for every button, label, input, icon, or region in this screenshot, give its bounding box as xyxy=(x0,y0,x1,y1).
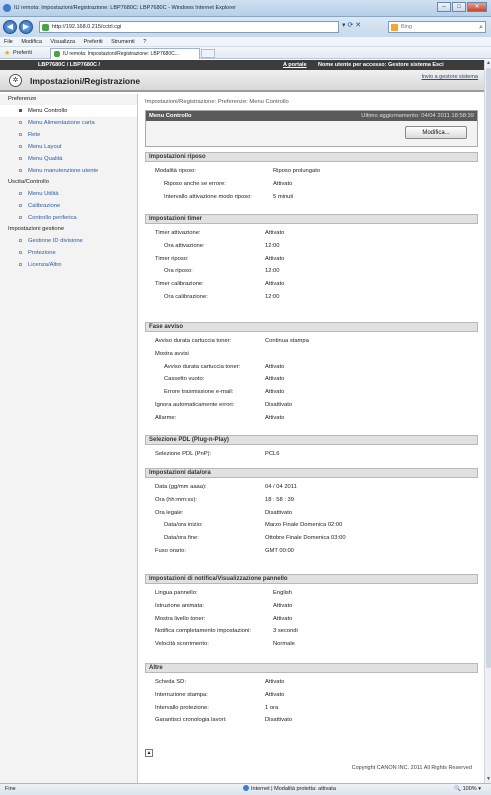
sidebar-label: Preferenze xyxy=(8,96,37,102)
search-icon[interactable]: ⌕ xyxy=(479,24,483,31)
section-header: Impostazioni data/ora xyxy=(145,468,478,478)
sidebar-label: Uscita/Controllo xyxy=(8,179,49,185)
setting-label: Modalità riposo: xyxy=(155,168,196,174)
setting-row xyxy=(145,227,478,240)
setting-label: Ignora automaticamente errori: xyxy=(155,401,235,408)
sidebar-label: Protezione xyxy=(28,250,56,256)
setting-label: Avviso durata cartuccia toner: xyxy=(155,338,232,344)
sidebar-label: Menu Utilità xyxy=(28,191,59,197)
setting-row xyxy=(145,600,478,613)
section-header: Impostazioni riposo xyxy=(145,152,478,162)
back-to-top-icon[interactable]: ▲ xyxy=(146,750,152,756)
setting-value: Attivato xyxy=(265,255,285,262)
bullet-icon xyxy=(19,251,22,254)
menu-preferiti[interactable]: Preferiti xyxy=(83,39,103,45)
bullet-icon xyxy=(19,216,22,219)
settings-section xyxy=(145,468,478,558)
tab-favicon xyxy=(54,51,60,57)
bullet-icon xyxy=(19,157,22,160)
control-panel xyxy=(145,110,478,147)
setting-row xyxy=(145,638,478,651)
setting-label: Data/ora fine: xyxy=(164,535,199,542)
setting-value: Ottobre Finale Domenica 03:00 xyxy=(265,535,346,542)
sidebar-item[interactable] xyxy=(0,200,137,212)
setting-row xyxy=(145,399,478,412)
menu-visualizza[interactable]: Visualizza xyxy=(50,39,76,45)
setting-label: Interruzione stampa: xyxy=(155,691,208,698)
setting-value: Disattivato xyxy=(265,509,293,516)
panel-header xyxy=(146,111,477,121)
setting-label: Allarme: xyxy=(155,414,177,421)
setting-label: Ora calibrazione: xyxy=(164,293,208,300)
setting-label: Avviso durata cartuccia toner: xyxy=(164,363,241,370)
setting-label: Ora legale: xyxy=(155,509,184,516)
url-text: http://192.168.0.215/cctrl.cgi xyxy=(52,24,122,30)
section-header: Fase avviso xyxy=(145,322,478,332)
bullet-icon xyxy=(19,121,22,124)
sidebar-label: Menu manutenzione utente xyxy=(28,168,99,174)
setting-row xyxy=(145,361,478,374)
setting-label: Mostra avvisi xyxy=(155,350,189,357)
setting-label: Errore trasmissione e-mail: xyxy=(164,389,234,396)
setting-value: PCL6 xyxy=(265,451,280,457)
setting-value: GMT 00:00 xyxy=(265,547,294,554)
setting-label: Ora (hh:mm:ss): xyxy=(155,496,197,503)
menu-help[interactable]: ? xyxy=(143,39,147,45)
settings-section xyxy=(145,574,478,651)
setting-row xyxy=(145,481,478,494)
setting-label: Ora attivazione: xyxy=(164,242,205,249)
setting-value: 1 ora xyxy=(265,704,279,711)
page-content xyxy=(0,60,484,783)
settings-section xyxy=(145,435,478,461)
setting-row xyxy=(145,507,478,520)
bullet-icon xyxy=(19,169,22,172)
vertical-scrollbar[interactable] xyxy=(484,60,491,783)
section-header: Impostazioni timer xyxy=(145,214,478,224)
window-title: IU remota: Impostazioni/Registrazione: LBP7680C: LBP7680C - Windows Internet Explorer xyxy=(14,5,236,11)
logout-link[interactable]: Esci xyxy=(432,62,444,68)
sidebar-label: Calibrazione xyxy=(28,203,61,209)
setting-row xyxy=(145,545,478,558)
setting-label: Garantisci cronologia lavori: xyxy=(155,717,227,724)
setting-label: Cassetto vuoto: xyxy=(164,376,205,383)
setting-value: 12:00 xyxy=(265,293,280,300)
edit-button[interactable]: Modifica... xyxy=(405,126,467,139)
setting-row xyxy=(145,613,478,626)
sidebar-label: Gestione ID divisione xyxy=(28,238,83,244)
setting-row xyxy=(145,714,478,727)
globe-icon xyxy=(243,785,249,791)
bullet-icon xyxy=(19,109,22,112)
setting-label: Data (gg/mm aaaa): xyxy=(155,484,207,490)
settings-section xyxy=(145,322,478,425)
settings-section xyxy=(145,152,478,203)
setting-value: Attivato xyxy=(265,414,285,421)
sidebar-section xyxy=(0,224,137,235)
setting-value: Attivato xyxy=(265,230,285,236)
setting-row xyxy=(145,265,478,278)
sidebar-item[interactable] xyxy=(0,212,137,224)
sidebar-item[interactable] xyxy=(0,117,137,129)
setting-value: Attivato xyxy=(273,602,293,609)
browser-tab[interactable] xyxy=(50,48,200,59)
copyright: Copyright CANON INC. 2011 All Rights Reserved xyxy=(351,765,472,771)
sidebar-item[interactable] xyxy=(0,105,137,117)
setting-value: Riposo prolungato xyxy=(273,168,321,174)
site-favicon xyxy=(42,24,49,31)
setting-value: 04 / 04 2011 xyxy=(265,484,297,490)
setting-row xyxy=(145,412,478,425)
minimize-button[interactable]: – xyxy=(437,2,451,12)
setting-row xyxy=(145,291,478,304)
bullet-icon xyxy=(19,192,22,195)
setting-value: 12:00 xyxy=(265,268,280,275)
setting-row xyxy=(145,519,478,532)
setting-row xyxy=(145,689,478,702)
setting-value: English xyxy=(273,590,293,596)
setting-value: Disattivato xyxy=(265,717,293,724)
favorites-star-icon[interactable]: ★ xyxy=(4,50,11,57)
menu-modifica[interactable]: Modifica xyxy=(21,39,42,45)
tab-title: IU remota: Impostazioni/Registrazione: LBP7680C... xyxy=(63,51,179,57)
setting-value: 5 minuti xyxy=(273,193,294,200)
setting-label: Timer calibrazione: xyxy=(155,281,204,288)
close-button[interactable]: ✕ xyxy=(467,2,487,12)
setting-value: Normale xyxy=(273,641,295,648)
url-input[interactable] xyxy=(39,21,339,33)
forward-button[interactable]: ▶ xyxy=(19,20,33,34)
bullet-icon xyxy=(19,145,22,148)
zone-text: Internet | Modalità protetta: attivata xyxy=(251,786,336,792)
setting-label: Lingua pannello: xyxy=(155,590,198,596)
sidebar-item[interactable] xyxy=(0,165,137,177)
setting-value: Continua stampa xyxy=(265,338,309,344)
setting-row xyxy=(145,587,478,600)
scroll-up-icon[interactable]: ▲ xyxy=(486,60,491,66)
bullet-icon xyxy=(19,204,22,207)
setting-row xyxy=(145,335,478,348)
setting-label: Timer riposo: xyxy=(155,255,189,262)
sidebar-item[interactable] xyxy=(0,141,137,153)
setting-label: Istruzione animata: xyxy=(155,602,204,609)
new-tab-button[interactable] xyxy=(201,49,215,58)
setting-row xyxy=(145,165,478,178)
bullet-icon xyxy=(19,133,22,136)
setting-label: Selezione PDL (PnP): xyxy=(155,451,212,457)
setting-row xyxy=(145,386,478,399)
setting-row xyxy=(145,494,478,507)
setting-label: Notifica completamento impostazioni: xyxy=(155,628,252,635)
sidebar-label: Menu Alimentazione carta xyxy=(28,120,95,126)
zoom-text: 100% xyxy=(462,786,477,792)
refresh-stop-icons[interactable]: ▾ ⟳ ✕ xyxy=(342,22,362,29)
setting-value: Marzo Finale Domenica 02:00 xyxy=(265,522,343,529)
setting-label: Fuso orario: xyxy=(155,547,186,554)
window-controls xyxy=(436,2,487,12)
setting-value: 3 secondi xyxy=(273,628,298,635)
setting-value: Attivato xyxy=(265,376,285,383)
sidebar-label: Menu Qualità xyxy=(28,156,63,162)
bing-icon xyxy=(391,24,398,31)
settings-section xyxy=(145,663,478,727)
bullet-icon xyxy=(19,263,22,266)
setting-value: Attivato xyxy=(265,281,285,288)
sidebar-label: Menu Controllo xyxy=(28,108,68,114)
sidebar-label: Rete xyxy=(28,132,41,138)
setting-value: Attivato xyxy=(273,180,293,187)
setting-label: Scheda SD: xyxy=(155,679,186,685)
portal-link[interactable]: A portale xyxy=(283,62,307,68)
setting-row xyxy=(145,532,478,545)
setting-value: Attivato xyxy=(273,615,293,622)
sidebar xyxy=(0,94,138,783)
setting-label: Mostra livello toner: xyxy=(155,615,206,622)
setting-row xyxy=(145,702,478,715)
user-info xyxy=(318,60,444,70)
setting-value: Attivato xyxy=(265,691,285,698)
settings-section xyxy=(145,214,478,304)
setting-value: Disattivato xyxy=(265,401,293,408)
app-header xyxy=(0,70,484,92)
search-placeholder: Bing xyxy=(401,24,413,30)
back-button[interactable]: ◀ xyxy=(3,20,17,34)
setting-value: 12:00 xyxy=(265,242,280,249)
sidebar-section xyxy=(0,94,137,105)
printer-model: LBP7680C / LBP7680C / xyxy=(38,62,101,68)
zoom-level[interactable]: 🔍 100% ▾ xyxy=(454,786,481,792)
sidebar-section xyxy=(0,177,137,188)
setting-row xyxy=(145,191,478,204)
setting-row xyxy=(145,373,478,386)
setting-value: Attivato xyxy=(265,679,285,685)
sidebar-item[interactable] xyxy=(0,235,137,247)
security-zone xyxy=(243,784,336,795)
status-text: Fine xyxy=(5,786,16,792)
setting-label: Data/ora inizio: xyxy=(164,522,203,529)
setting-row xyxy=(145,676,478,689)
top-header xyxy=(0,60,484,70)
sidebar-label: Menu Layout xyxy=(28,144,62,150)
menu-strumenti[interactable]: Strumenti xyxy=(111,39,135,45)
setting-label: Timer attivazione: xyxy=(155,230,201,236)
address-bar xyxy=(0,17,491,37)
setting-row xyxy=(145,240,478,253)
app-title: Impostazioni/Registrazione xyxy=(30,76,141,86)
setting-label: Intervallo attivazione modo riposo: xyxy=(164,193,252,200)
bullet-icon xyxy=(19,239,22,242)
menu-file[interactable]: File xyxy=(4,39,13,45)
section-header: Impostazioni di notifica/Visualizzazione pannello xyxy=(145,574,478,584)
setting-row xyxy=(145,625,478,638)
main-area xyxy=(145,94,478,783)
setting-row xyxy=(145,348,478,361)
setting-row xyxy=(145,253,478,266)
sidebar-item[interactable] xyxy=(0,188,137,200)
settings-logo-icon: ✲ xyxy=(9,74,22,87)
breadcrumb: Impostazioni/Registrazione: Preferenze: Menu Controllo xyxy=(145,99,289,105)
scroll-down-icon[interactable]: ▼ xyxy=(486,776,491,782)
sidebar-label: Controllo periferica xyxy=(28,215,77,221)
sidebar-item[interactable] xyxy=(0,153,137,165)
section-header: Selezione PDL (Plug-n-Play) xyxy=(145,435,478,445)
favorites-button[interactable]: Preferiti xyxy=(13,50,32,56)
ie-icon xyxy=(3,4,11,12)
sidebar-label: Impostazioni gestione xyxy=(8,226,65,232)
setting-value: Attivato xyxy=(265,363,285,370)
setting-label: Intervallo protezione: xyxy=(155,704,209,711)
sidebar-item[interactable] xyxy=(0,247,137,259)
favorites-bar xyxy=(0,47,491,59)
setting-row xyxy=(145,448,478,461)
mail-admin-link[interactable]: Invio a gestore sistema xyxy=(421,74,478,80)
status-bar xyxy=(0,783,491,795)
setting-label: Riposo anche se errore: xyxy=(164,180,226,187)
search-input[interactable] xyxy=(388,21,486,33)
user-text: Nome utente per accesso: Gestore sistema xyxy=(318,62,431,68)
setting-row xyxy=(145,278,478,291)
setting-value: Attivato xyxy=(265,389,285,396)
last-update: Ultimo aggiornamento: 04/04 2011 18:58:39 xyxy=(361,113,474,119)
setting-label: Velocità scorrimento: xyxy=(155,641,209,648)
window-titlebar xyxy=(0,0,491,17)
sidebar-item[interactable] xyxy=(0,129,137,141)
setting-row xyxy=(145,178,478,191)
sidebar-item[interactable] xyxy=(0,259,137,271)
panel-title: Menu Controllo xyxy=(149,113,192,119)
setting-value: 18 : 58 : 39 xyxy=(265,496,295,503)
setting-label: Ora riposo: xyxy=(164,268,193,275)
sidebar-label: Licenza/Altro xyxy=(28,262,62,268)
scroll-thumb[interactable] xyxy=(486,68,491,668)
section-header: Altre xyxy=(145,663,478,673)
maximize-button[interactable]: □ xyxy=(452,2,466,12)
menu-bar xyxy=(0,37,491,47)
